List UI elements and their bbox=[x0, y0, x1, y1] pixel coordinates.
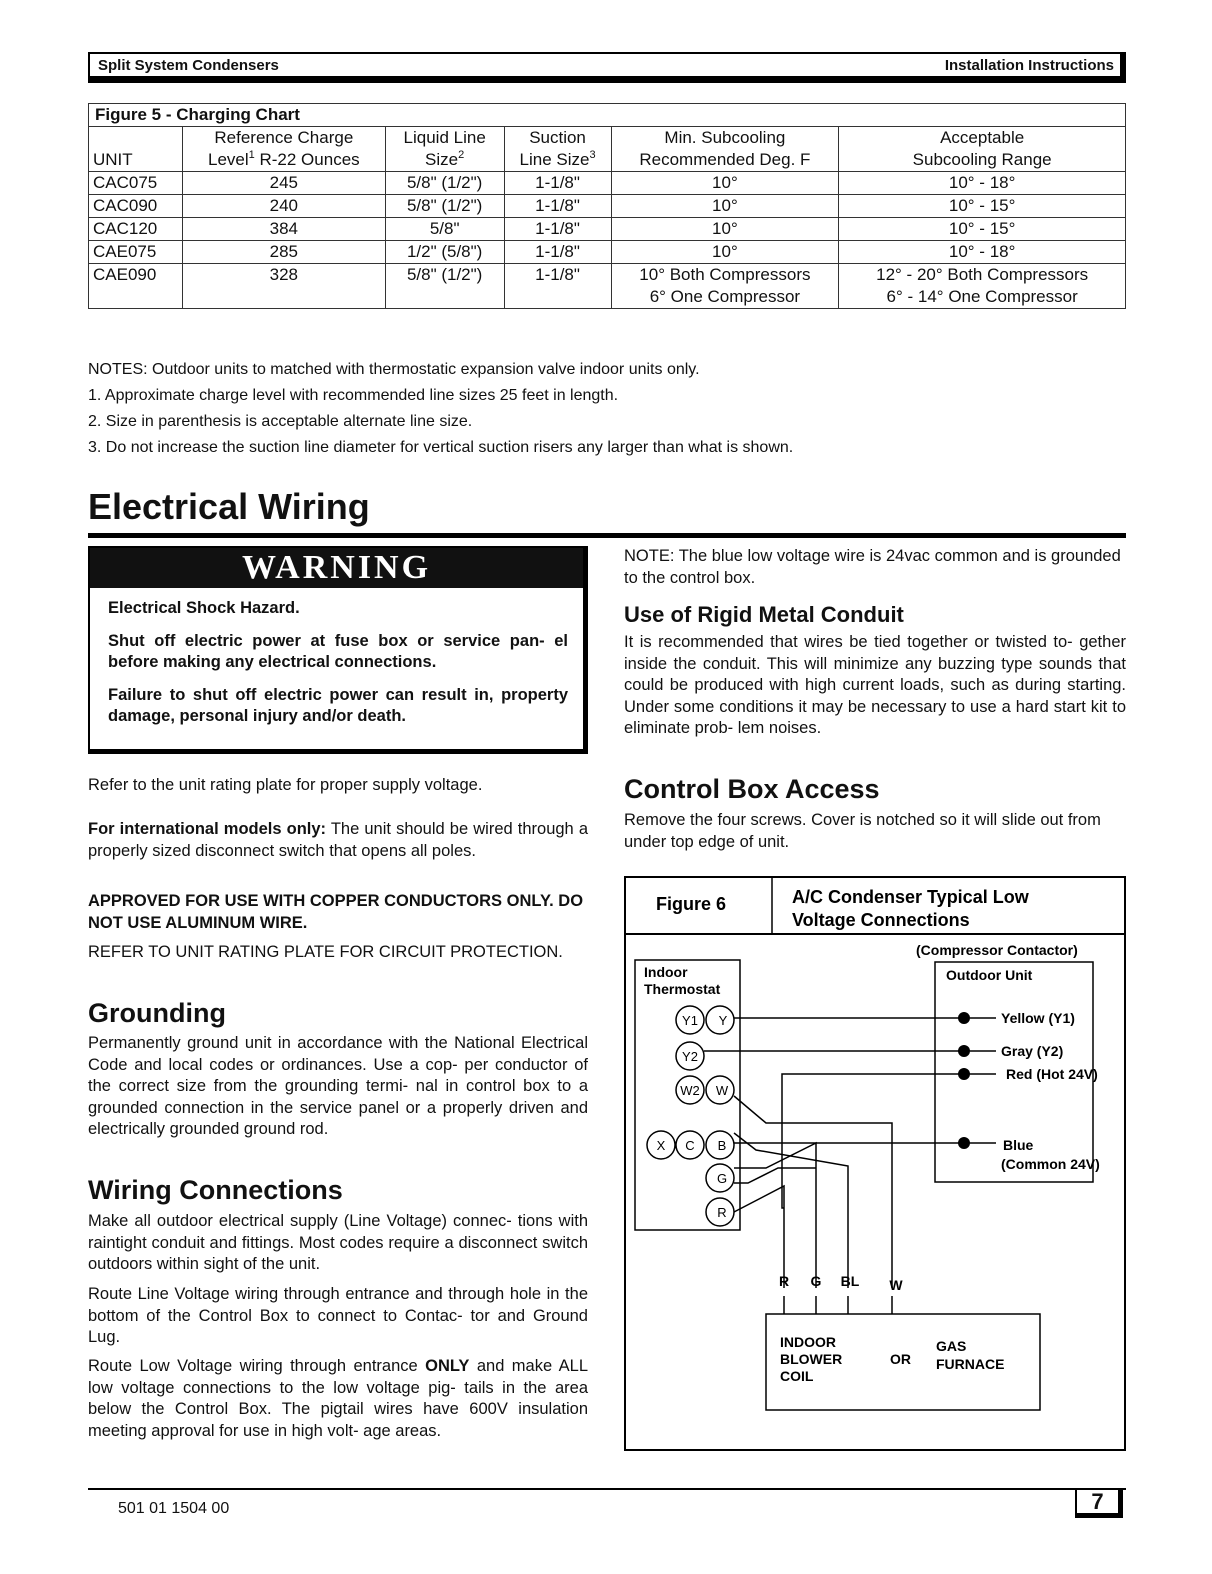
liquid-line-cell bbox=[385, 264, 504, 309]
min-subcooling-cell bbox=[611, 195, 839, 218]
warning-p3: Failure to shut off electric power can result in, property damage, personal injury and/or death. bbox=[108, 686, 568, 725]
suction-line-cell-text: 1-1/8" bbox=[535, 196, 580, 215]
indoor-label-1: INDOOR bbox=[780, 1334, 836, 1350]
subcooling-range-cell bbox=[839, 218, 1126, 241]
doc-number: 501 01 1504 00 bbox=[118, 1500, 230, 1517]
min-subcooling-cell-text: 10° bbox=[712, 219, 738, 238]
wiring-p3-text-a: Route Low Voltage wiring through entrance bbox=[88, 1357, 426, 1375]
note-1: 1. Approximate charge level with recommended line sizes 25 feet in length. bbox=[88, 387, 619, 404]
wire-blue-label-1: Blue bbox=[1003, 1137, 1034, 1153]
terminal-y2-label: Y2 bbox=[682, 1049, 698, 1064]
bottom-label-g: G bbox=[810, 1273, 822, 1289]
subcooling-range-cell bbox=[839, 241, 1126, 264]
note-0: NOTES: Outdoor units to matched with thermostatic expansion valve indoor units only. bbox=[88, 361, 700, 378]
note-3: 3. Do not increase the suction line diameter for vertical suction risers any larger than what is shown. bbox=[88, 439, 794, 456]
access-body: Remove the four screws. Cover is notched so it will slide out from under top edge of unit. bbox=[624, 811, 1101, 851]
chart-title: Figure 5 - Charging Chart bbox=[89, 104, 1126, 127]
international-paragraph bbox=[88, 819, 588, 862]
table-row bbox=[89, 195, 1126, 218]
unit-cell-text: CAE075 bbox=[93, 242, 157, 261]
subcooling-range-cell-text: 10° - 18° bbox=[948, 173, 1016, 192]
red-pigtail-dot bbox=[958, 1068, 970, 1080]
col-min-a: Min. Subcooling bbox=[664, 128, 786, 147]
wire-blue-label-2: (Common 24V) bbox=[1001, 1156, 1100, 1172]
refer-paragraph: REFER TO UNIT RATING PLATE FOR CIRCUIT PROTECTION. bbox=[88, 943, 563, 961]
wire-blue-to-indoor bbox=[734, 1133, 848, 1288]
figure-6-title-2: Voltage Connections bbox=[792, 910, 970, 930]
thermostat-label-1: Indoor bbox=[644, 964, 688, 980]
gas-label-1: GAS bbox=[936, 1338, 967, 1354]
subcooling-range-cell bbox=[839, 172, 1126, 195]
min-subcooling-cell-text: 10° bbox=[712, 196, 738, 215]
page-number: 7 bbox=[1075, 1488, 1123, 1518]
subcooling-range-cell-text: 10° - 15° bbox=[948, 196, 1016, 215]
unit-cell bbox=[89, 172, 183, 195]
international-label: For international models only: bbox=[88, 820, 327, 838]
warning-p2: Shut off electric power at fuse box or service pan- el before making any electrical connections. bbox=[108, 632, 568, 671]
charge-cell-text: 245 bbox=[269, 173, 299, 192]
blue-pigtail-dot bbox=[958, 1137, 970, 1149]
suction-line-cell-text: 1-1/8" bbox=[535, 173, 580, 192]
col-suction-a: Suction bbox=[529, 128, 586, 147]
unit-cell-text: CAC090 bbox=[93, 196, 158, 215]
unit-cell-text: CAE090 bbox=[93, 265, 157, 284]
wire-gray-label: Gray (Y2) bbox=[1001, 1043, 1064, 1059]
wires bbox=[704, 1018, 964, 1314]
contactor-label: (Compressor Contactor) bbox=[916, 942, 1078, 958]
conduit-title: Use of Rigid Metal Conduit bbox=[624, 602, 904, 627]
min-subcooling-cell bbox=[611, 172, 839, 195]
charge-cell bbox=[182, 241, 385, 264]
bottom-label-r: R bbox=[778, 1273, 790, 1289]
warning-banner: WARNING bbox=[90, 548, 583, 588]
charge-cell bbox=[182, 172, 385, 195]
charge-cell-text: 384 bbox=[269, 219, 299, 238]
access-title: Control Box Access bbox=[624, 774, 880, 804]
terminal-r-label: R bbox=[717, 1205, 727, 1220]
note-2: 2. Size in parenthesis is acceptable alternate line size. bbox=[88, 413, 473, 430]
subcooling-range-cell-text-2: 6° - 14° One Compressor bbox=[886, 287, 1078, 306]
terminal-x-label: X bbox=[656, 1138, 666, 1153]
suction-line-cell bbox=[504, 218, 611, 241]
subcooling-range-cell bbox=[839, 195, 1126, 218]
wiring-p2: Route Line Voltage wiring through entrance and through hole in the bottom of the Control Box to connect to Contac- tor and Ground Lug. bbox=[88, 1285, 588, 1346]
suction-line-cell bbox=[504, 172, 611, 195]
liquid-line-cell bbox=[385, 218, 504, 241]
wire-w-to-indoor bbox=[734, 1096, 892, 1288]
wire-g-to-indoor bbox=[734, 1143, 816, 1288]
unit-cell bbox=[89, 218, 183, 241]
col-min-b: Recommended Deg. F bbox=[639, 150, 811, 169]
subcooling-range-cell-text: 10° - 18° bbox=[948, 242, 1016, 261]
wiring-diagram-svg bbox=[626, 878, 1126, 1451]
footnote-1-mark: 1 bbox=[248, 149, 255, 161]
terminal-c-label: C bbox=[685, 1138, 695, 1153]
terminal-w2-label: W2 bbox=[680, 1083, 700, 1098]
footnote-3-mark: 3 bbox=[589, 149, 596, 161]
conduit-body: It is recommended that wires be tied together or twisted to- gether inside the conduit. This will minimize any buzzing type sounds that could be produced with high current loads, such as during starting. Under some conditions it may be necessary to use a hard start kit to eliminate prob- lem noises. bbox=[624, 633, 1126, 737]
liquid-line-cell-text: 5/8" (1/2") bbox=[406, 265, 483, 284]
bottom-label-bl: BL bbox=[840, 1273, 860, 1289]
outdoor-unit-label: Outdoor Unit bbox=[946, 967, 1033, 983]
chart-header-row bbox=[89, 127, 1126, 172]
liquid-line-cell bbox=[385, 241, 504, 264]
charge-cell-text: 285 bbox=[269, 242, 299, 261]
suction-line-cell-text: 1-1/8" bbox=[535, 265, 580, 284]
wiring-p1: Make all outdoor electrical supply (Line Voltage) connec- tions with raintight conduit and fittings. Most codes require a disconnect switch outdoors within sight of the unit. bbox=[88, 1212, 588, 1273]
bottom-label-w: W bbox=[889, 1277, 903, 1293]
col-acc-a: Acceptable bbox=[940, 128, 1025, 147]
unit-cell bbox=[89, 195, 183, 218]
or-label: OR bbox=[890, 1351, 911, 1367]
col-liquid-b: Size bbox=[425, 150, 459, 169]
header-rule bbox=[88, 78, 1126, 83]
header-right: Installation Instructions bbox=[944, 57, 1114, 74]
liquid-line-cell-text: 5/8" (1/2") bbox=[406, 173, 483, 192]
copper-warning: APPROVED FOR USE WITH COPPER CONDUCTORS ONLY. DO NOT USE ALUMINUM WIRE. bbox=[88, 892, 584, 932]
grounding-body: Permanently ground unit in accordance with the National Electrical Code and local codes or ordinances. Use a cop- per conductor of the correct size from the grounding termi- nal in control box to a grounded connection in the service panel or a properly driven and electrically grounded ground rod. bbox=[88, 1034, 588, 1138]
wiring-p3-text-b: and make ALL low voltage connections to the low voltage pig- tails in the area below the Control Box. The pigtail wires have 600V insulation meeting approval for use in high volt- age areas. bbox=[88, 1357, 589, 1440]
min-subcooling-cell bbox=[611, 241, 839, 264]
col-unit: UNIT bbox=[93, 150, 133, 169]
wire-yellow-label: Yellow (Y1) bbox=[1001, 1010, 1075, 1026]
table-row bbox=[89, 241, 1126, 264]
liquid-line-cell-text: 5/8" (1/2") bbox=[406, 196, 483, 215]
wiring-p3 bbox=[88, 1356, 588, 1442]
liquid-line-cell bbox=[385, 172, 504, 195]
terminal-y1-label: Y1 bbox=[682, 1013, 698, 1028]
indoor-label-3: COIL bbox=[780, 1368, 814, 1384]
footnote-2-mark: 2 bbox=[458, 149, 465, 161]
liquid-line-cell bbox=[385, 195, 504, 218]
min-subcooling-cell-text: 10° Both Compressors bbox=[639, 265, 811, 284]
charge-cell bbox=[182, 264, 385, 309]
figure-6-label: Figure 6 bbox=[656, 894, 727, 914]
gas-label-2: FURNACE bbox=[936, 1356, 1005, 1372]
terminal-w-label: W bbox=[715, 1083, 729, 1098]
charge-cell bbox=[182, 218, 385, 241]
blue-wire-note: NOTE: The blue low voltage wire is 24vac common and is grounded to the control box. bbox=[624, 547, 1121, 587]
table-row bbox=[89, 218, 1126, 241]
warning-box bbox=[88, 546, 588, 754]
wiring-title: Wiring Connections bbox=[88, 1175, 343, 1205]
international-text: The unit should be wired through a properly sized disconnect switch that opens all poles. bbox=[88, 820, 588, 860]
table-row bbox=[89, 172, 1126, 195]
col-ref-c: R-22 Ounces bbox=[254, 150, 360, 169]
table-row bbox=[89, 264, 1126, 309]
yellow-pigtail-dot bbox=[958, 1012, 970, 1024]
footer-rule bbox=[88, 1488, 1126, 1490]
charge-cell-text: 240 bbox=[269, 196, 299, 215]
section-rule bbox=[88, 533, 1126, 538]
unit-cell-text: CAC075 bbox=[93, 173, 158, 192]
suction-line-cell bbox=[504, 241, 611, 264]
unit-cell-text: CAC120 bbox=[93, 219, 158, 238]
subcooling-range-cell bbox=[839, 264, 1126, 309]
suction-line-cell bbox=[504, 264, 611, 309]
suction-line-cell bbox=[504, 195, 611, 218]
charge-cell-text: 328 bbox=[269, 265, 299, 284]
suction-line-cell-text: 1-1/8" bbox=[535, 219, 580, 238]
suction-line-cell-text: 1-1/8" bbox=[535, 242, 580, 261]
col-ref-b: Level bbox=[208, 150, 249, 169]
liquid-line-cell-text: 5/8" bbox=[429, 219, 460, 238]
subcooling-range-cell-text: 10° - 15° bbox=[948, 219, 1016, 238]
warning-p1: Electrical Shock Hazard. bbox=[108, 599, 300, 617]
col-liquid-a: Liquid Line bbox=[403, 128, 486, 147]
wire-red-label: Red (Hot 24V) bbox=[1006, 1066, 1098, 1082]
min-subcooling-cell-text: 10° bbox=[712, 242, 738, 261]
min-subcooling-cell-text-2: 6° One Compressor bbox=[649, 287, 801, 306]
figure-6-title-1: A/C Condenser Typical Low bbox=[792, 887, 1029, 907]
wiring-p3-only: ONLY bbox=[425, 1357, 470, 1375]
unit-cell bbox=[89, 264, 183, 309]
min-subcooling-cell-text: 10° bbox=[712, 173, 738, 192]
col-acc-b: Subcooling Range bbox=[912, 150, 1052, 169]
indoor-label-2: BLOWER bbox=[780, 1351, 843, 1367]
gray-pigtail-dot bbox=[958, 1045, 970, 1057]
subcooling-range-cell-text: 12° - 20° Both Compressors bbox=[876, 265, 1089, 284]
min-subcooling-cell bbox=[611, 264, 839, 309]
wire-red bbox=[782, 1074, 964, 1208]
page-header bbox=[88, 52, 1126, 78]
grounding-title: Grounding bbox=[88, 998, 226, 1028]
header-left: Split System Condensers bbox=[98, 57, 279, 74]
figure-6-wiring-diagram bbox=[624, 876, 1126, 1451]
unit-cell bbox=[89, 241, 183, 264]
col-suction-b: Line Size bbox=[519, 150, 590, 169]
thermostat-label-2: Thermostat bbox=[644, 981, 721, 997]
rating-paragraph: Refer to the unit rating plate for proper supply voltage. bbox=[88, 776, 483, 794]
charge-cell bbox=[182, 195, 385, 218]
liquid-line-cell-text: 1/2" (5/8") bbox=[406, 242, 483, 261]
terminal-b-label: B bbox=[717, 1138, 727, 1153]
col-ref-a: Reference Charge bbox=[214, 128, 354, 147]
terminal-y-label: Y bbox=[718, 1013, 728, 1028]
min-subcooling-cell bbox=[611, 218, 839, 241]
terminal-g-label: G bbox=[716, 1171, 728, 1186]
section-title: Electrical Wiring bbox=[88, 486, 370, 527]
charging-chart-table bbox=[88, 103, 1126, 309]
wire-r-to-indoor bbox=[734, 1186, 784, 1288]
